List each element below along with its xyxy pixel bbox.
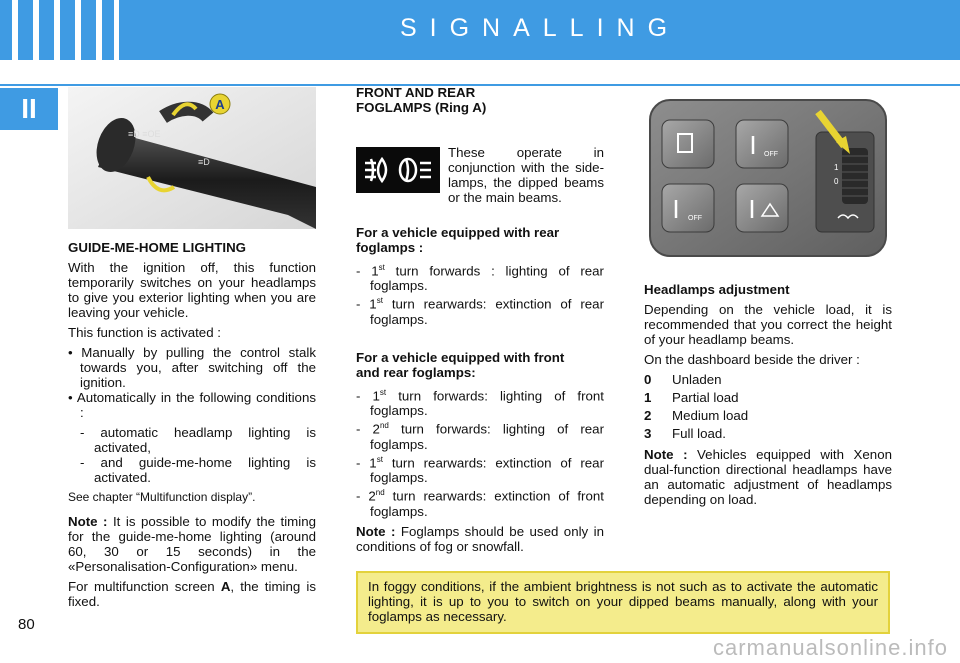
ordinal: st: [376, 296, 383, 306]
rear-foglamps-heading: For a vehicle equipped with rear foglamps :: [356, 225, 560, 255]
list-item: [644, 390, 892, 405]
list-item: [356, 385, 604, 418]
page-header: [0, 0, 960, 60]
text-span: turn rearwards: extinction of rear foglamps.: [370, 455, 604, 486]
text-span: , the timing is fixed.: [68, 579, 316, 609]
ordinal: st: [378, 263, 385, 272]
load-text: Full load.: [672, 426, 726, 441]
callout-ref: A: [220, 579, 231, 594]
list-item: [356, 418, 604, 451]
paragraph: On the dashboard beside the driver :: [644, 352, 860, 367]
dial-mark-0: 0: [834, 177, 839, 186]
list-item: - automatic headlamp lighting is activated,: [80, 425, 316, 455]
list-item: [644, 426, 892, 441]
list-item: [644, 372, 892, 387]
paragraph: Depending on the vehicle load, it is recommended that you correct the height of your headlamp beams.: [644, 302, 892, 347]
paragraph: These operate in conjunction with the side-lamps, the dipped beams or the main beams.: [448, 145, 604, 205]
dial-mark-1: 1: [834, 163, 839, 172]
note-label: Note :: [68, 514, 108, 529]
text-span: - 2: [356, 488, 376, 504]
ordinal: nd: [375, 488, 385, 498]
chapter-tab: II: [0, 88, 58, 130]
load-text: Medium load: [672, 408, 749, 423]
ordinal: nd: [379, 421, 389, 431]
paragraph: This function is activated :: [68, 325, 221, 340]
text-span: For multifunction screen: [68, 579, 221, 594]
front-rear-foglamps-heading: For a vehicle equipped with front and rear foglamps:: [356, 349, 565, 380]
foglamps-intro: [448, 145, 604, 210]
note-paragraph: [68, 514, 316, 574]
see-chapter-text: See chapter “Multifunction display”.: [68, 490, 256, 504]
text-span: - 1: [356, 455, 377, 471]
list-item: • Automatically in the following conditions :: [68, 390, 316, 420]
headlamp-adjustment-section: [644, 282, 892, 512]
guide-me-home-heading: GUIDE-ME-HOME LIGHTING: [68, 240, 247, 255]
ordinal: st: [379, 387, 387, 397]
list-item: [356, 260, 604, 293]
header-stripe: [12, 0, 18, 60]
foggy-conditions-note: In foggy conditions, if the ambient brightness is not such as to activate the automatic lighting, it is up to you to switch on your dipped beams manually, along with your foglamps as necessary.: [356, 571, 890, 634]
watermark: carmanualsonline.info: [712, 635, 948, 660]
foglamp-symbol-icon: [356, 147, 440, 193]
note-text: It is possible to modify the timing for the guide-me-home lighting (around 60, 30 or 15 seconds) in the «Personalisation-Configuration» menu.: [68, 514, 317, 574]
off-label: OFF: [688, 215, 702, 222]
off-label: OFF: [764, 151, 778, 158]
load-number: 2: [644, 408, 652, 423]
load-number: 0: [644, 372, 652, 387]
callout-a-label: A: [215, 97, 225, 112]
list-item: [356, 293, 604, 326]
page-title: SIGNALLING: [399, 14, 681, 42]
load-number: 1: [644, 390, 652, 405]
header-stripe: [96, 0, 102, 60]
text-span: - 1: [356, 296, 377, 312]
list-item: [356, 485, 604, 518]
note-text: Vehicles equipped with Xenon dual-function directional headlamps have an automatic adjustment of headlamps depending on load.: [644, 447, 892, 507]
text-span: turn forwards : lighting of rear foglamps.: [370, 263, 604, 294]
note-text: Foglamps should be used only in conditions of fog or snowfall.: [356, 523, 604, 554]
load-text: Partial load: [672, 390, 739, 405]
text-span: - 2: [356, 421, 380, 437]
dashboard-switch-panel-illustration: [648, 98, 888, 258]
guide-me-home-section: [68, 240, 316, 614]
text-span: - 1: [356, 263, 379, 279]
text-span: turn rearwards: extinction of front foglamps.: [370, 488, 604, 519]
headlamp-adjustment-heading: Headlamps adjustment: [644, 282, 790, 297]
list-item: [644, 408, 892, 423]
header-stripe: [114, 0, 119, 60]
text-span: turn rearwards: extinction of rear foglamps.: [370, 296, 604, 327]
lighting-stalk-illustration: [68, 87, 316, 229]
list-item: • Manually by pulling the control stalk towards you, after switching off the ignition.: [68, 345, 316, 390]
page-number: 80: [18, 616, 35, 633]
paragraph: With the ignition off, this function temporarily switches on your headlamps to give you exterior lighting when you are leaving your vehicle.: [68, 260, 316, 320]
list-item: [356, 452, 604, 485]
ordinal: st: [376, 454, 383, 464]
header-stripe: [33, 0, 39, 60]
load-text: Unladen: [672, 372, 722, 387]
header-stripe: [54, 0, 60, 60]
list-item: - and guide-me-home lighting is activated.: [80, 455, 316, 485]
svg-text:≡D: ≡D: [198, 157, 210, 167]
text-span: turn forwards: lighting of front foglamps.: [370, 388, 604, 419]
note-paragraph: [644, 447, 892, 507]
note-paragraph: [356, 524, 604, 554]
paragraph: [68, 579, 316, 609]
note-label: Note :: [356, 523, 396, 539]
text-span: - 1: [356, 388, 380, 404]
header-stripe: [75, 0, 81, 60]
foglamps-heading: FRONT AND REAR FOGLAMPS (Ring A): [356, 85, 487, 115]
load-number: 3: [644, 426, 652, 441]
foglamps-instructions: [356, 225, 604, 559]
text-span: turn forwards: lighting of rear foglamps.: [370, 421, 604, 452]
svg-text:≡D ≡OE: ≡D ≡OE: [128, 129, 161, 139]
foglamps-section: [356, 85, 604, 120]
note-label: Note :: [644, 447, 688, 462]
